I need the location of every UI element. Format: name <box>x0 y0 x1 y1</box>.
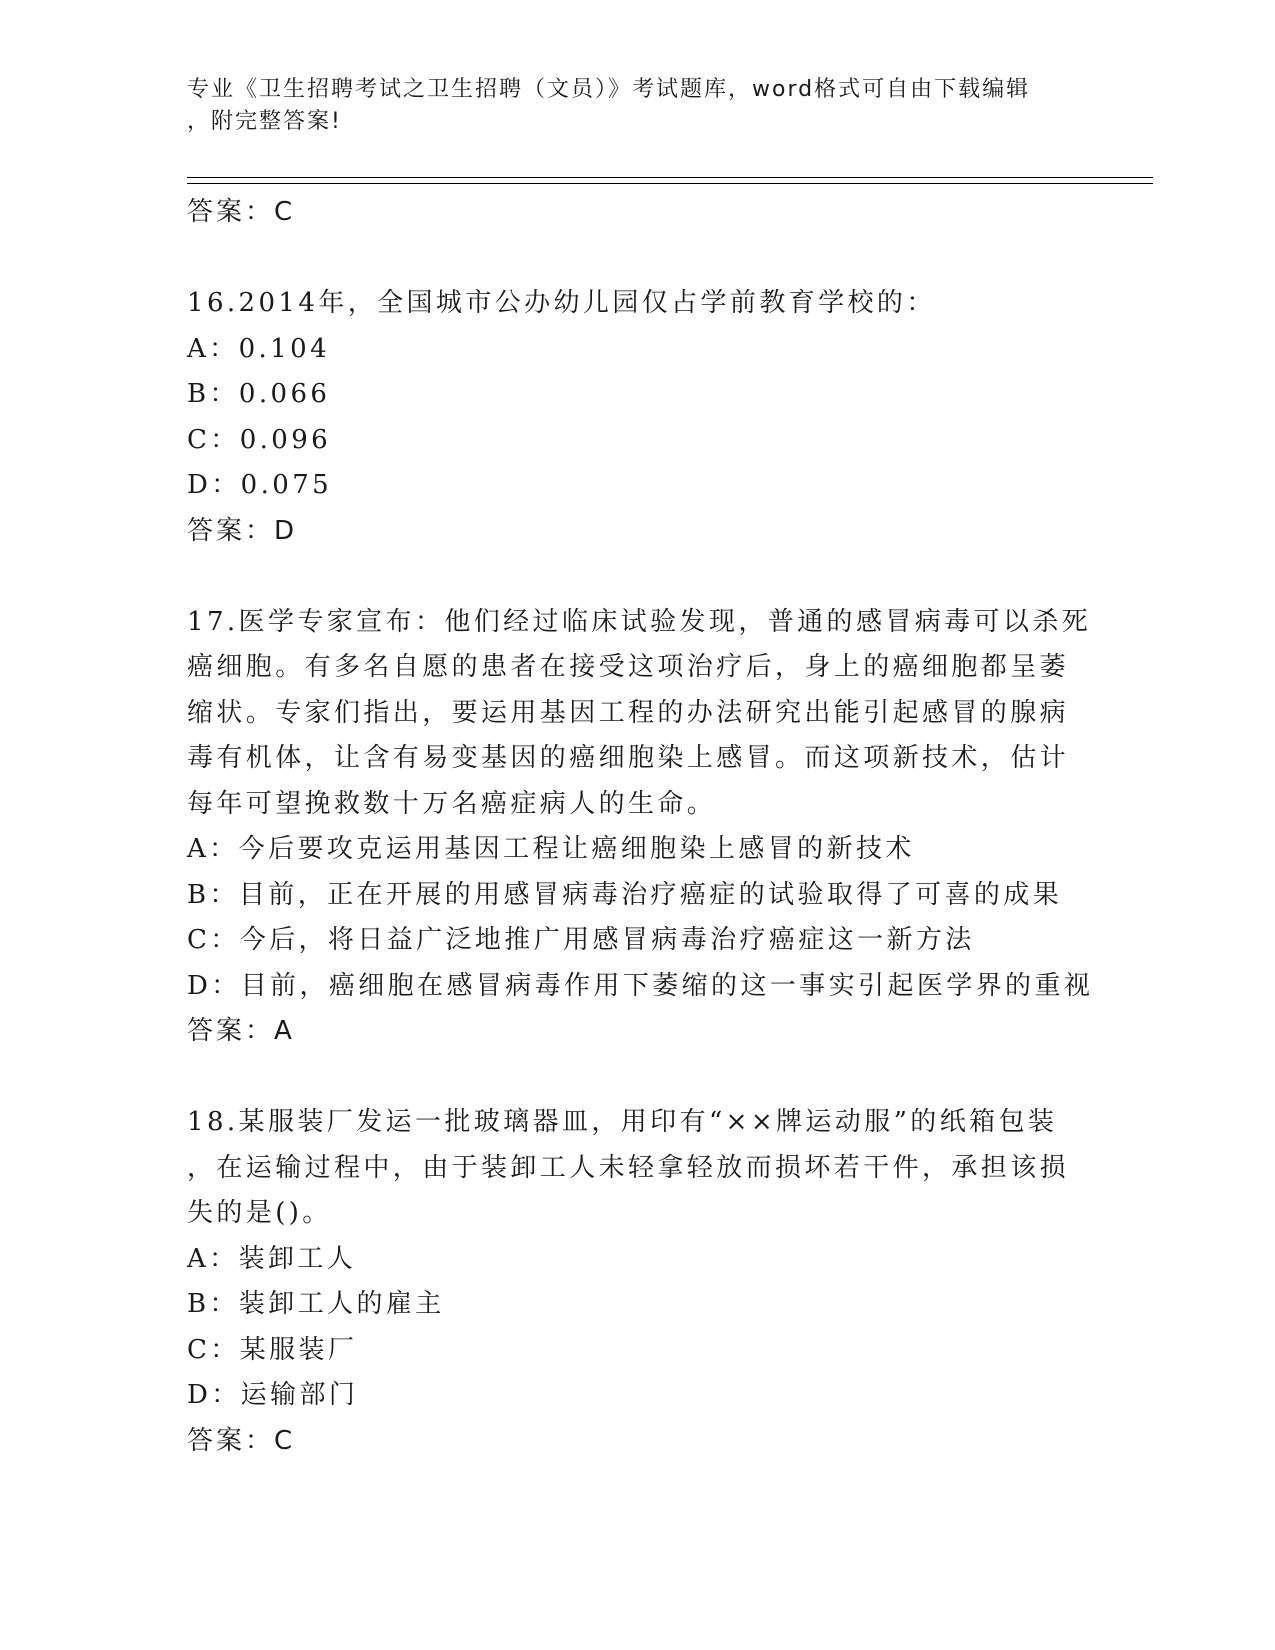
question-stem-line: 缩状。专家们指出，要运用基因工程的办法研究出能引起感冒的腺病 <box>187 697 1070 728</box>
question-stem-line: 癌细胞。有多名自愿的患者在接受这项治疗后，身上的癌细胞都呈萎 <box>187 652 1070 682</box>
header-divider-top <box>187 177 1153 178</box>
question-stem-line: 16.2014年，全国城市公办幼儿园仅占学前教育学校的： <box>187 288 936 318</box>
previous-answer: 答案：C <box>187 197 296 227</box>
answer-line: 答案：D <box>187 515 298 546</box>
option-d: D：运输部门 <box>187 1380 359 1410</box>
question-stem-line: 17.医学专家宣布：他们经过临床试验发现，普通的感冒病毒可以杀死 <box>187 606 1092 637</box>
option-a: A：今后要攻克运用基因工程让癌细胞染上感冒的新技术 <box>187 834 915 864</box>
option-b: B：目前，正在开展的用感冒病毒治疗癌症的试验取得了可喜的成果 <box>187 879 1063 910</box>
question-stem-line: 毒有机体，让含有易变基因的癌细胞染上感冒。而这项新技术，估计 <box>187 743 1070 773</box>
question-18 <box>187 1100 1087 1464</box>
question-stem-line: 失的是()。 <box>187 1198 332 1228</box>
option-c: C：某服装厂 <box>187 1334 358 1365</box>
option-a: A：装卸工人 <box>187 1243 357 1274</box>
header-line-1: 专业《卫生招聘考试之卫生招聘（文员）》考试题库，word格式可自由下载编辑 <box>187 77 1031 102</box>
question-stem-line: ，在运输过程中，由于装卸工人未轻拿轻放而损坏若干件，承担该损 <box>187 1152 1070 1183</box>
option-d: D：0.075 <box>187 470 333 500</box>
option-c: C：今后，将日益广泛地推广用感冒病毒治疗癌症这一新方法 <box>187 925 975 955</box>
question-stem-line: 18.某服装厂发运一批玻璃器皿，用印有“××牌运动服”的纸箱包装 <box>187 1107 1058 1137</box>
answer-line: 答案：C <box>187 1425 296 1456</box>
question-stem-line: 每年可望挽救数十万名癌症病人的生命。 <box>187 788 717 819</box>
question-list <box>187 190 1094 1464</box>
option-b: B：装卸工人的雇主 <box>187 1289 445 1319</box>
question-17 <box>187 600 1094 1055</box>
header-line-2: ，附完整答案! <box>187 109 342 134</box>
spacer <box>187 1055 1087 1101</box>
spacer <box>187 236 1087 282</box>
option-c: C：0.096 <box>187 424 332 455</box>
option-b: B：0.066 <box>187 379 331 409</box>
document-header <box>187 74 1067 138</box>
option-a: A：0.104 <box>187 333 331 364</box>
answer-line: 答案：A <box>187 1016 295 1046</box>
header-divider-bottom <box>187 183 1153 184</box>
spacer <box>187 554 1087 600</box>
question-16 <box>187 281 1087 554</box>
option-d: D：目前，癌细胞在感冒病毒作用下萎缩的这一事实引起医学界的重视 <box>187 970 1094 1001</box>
